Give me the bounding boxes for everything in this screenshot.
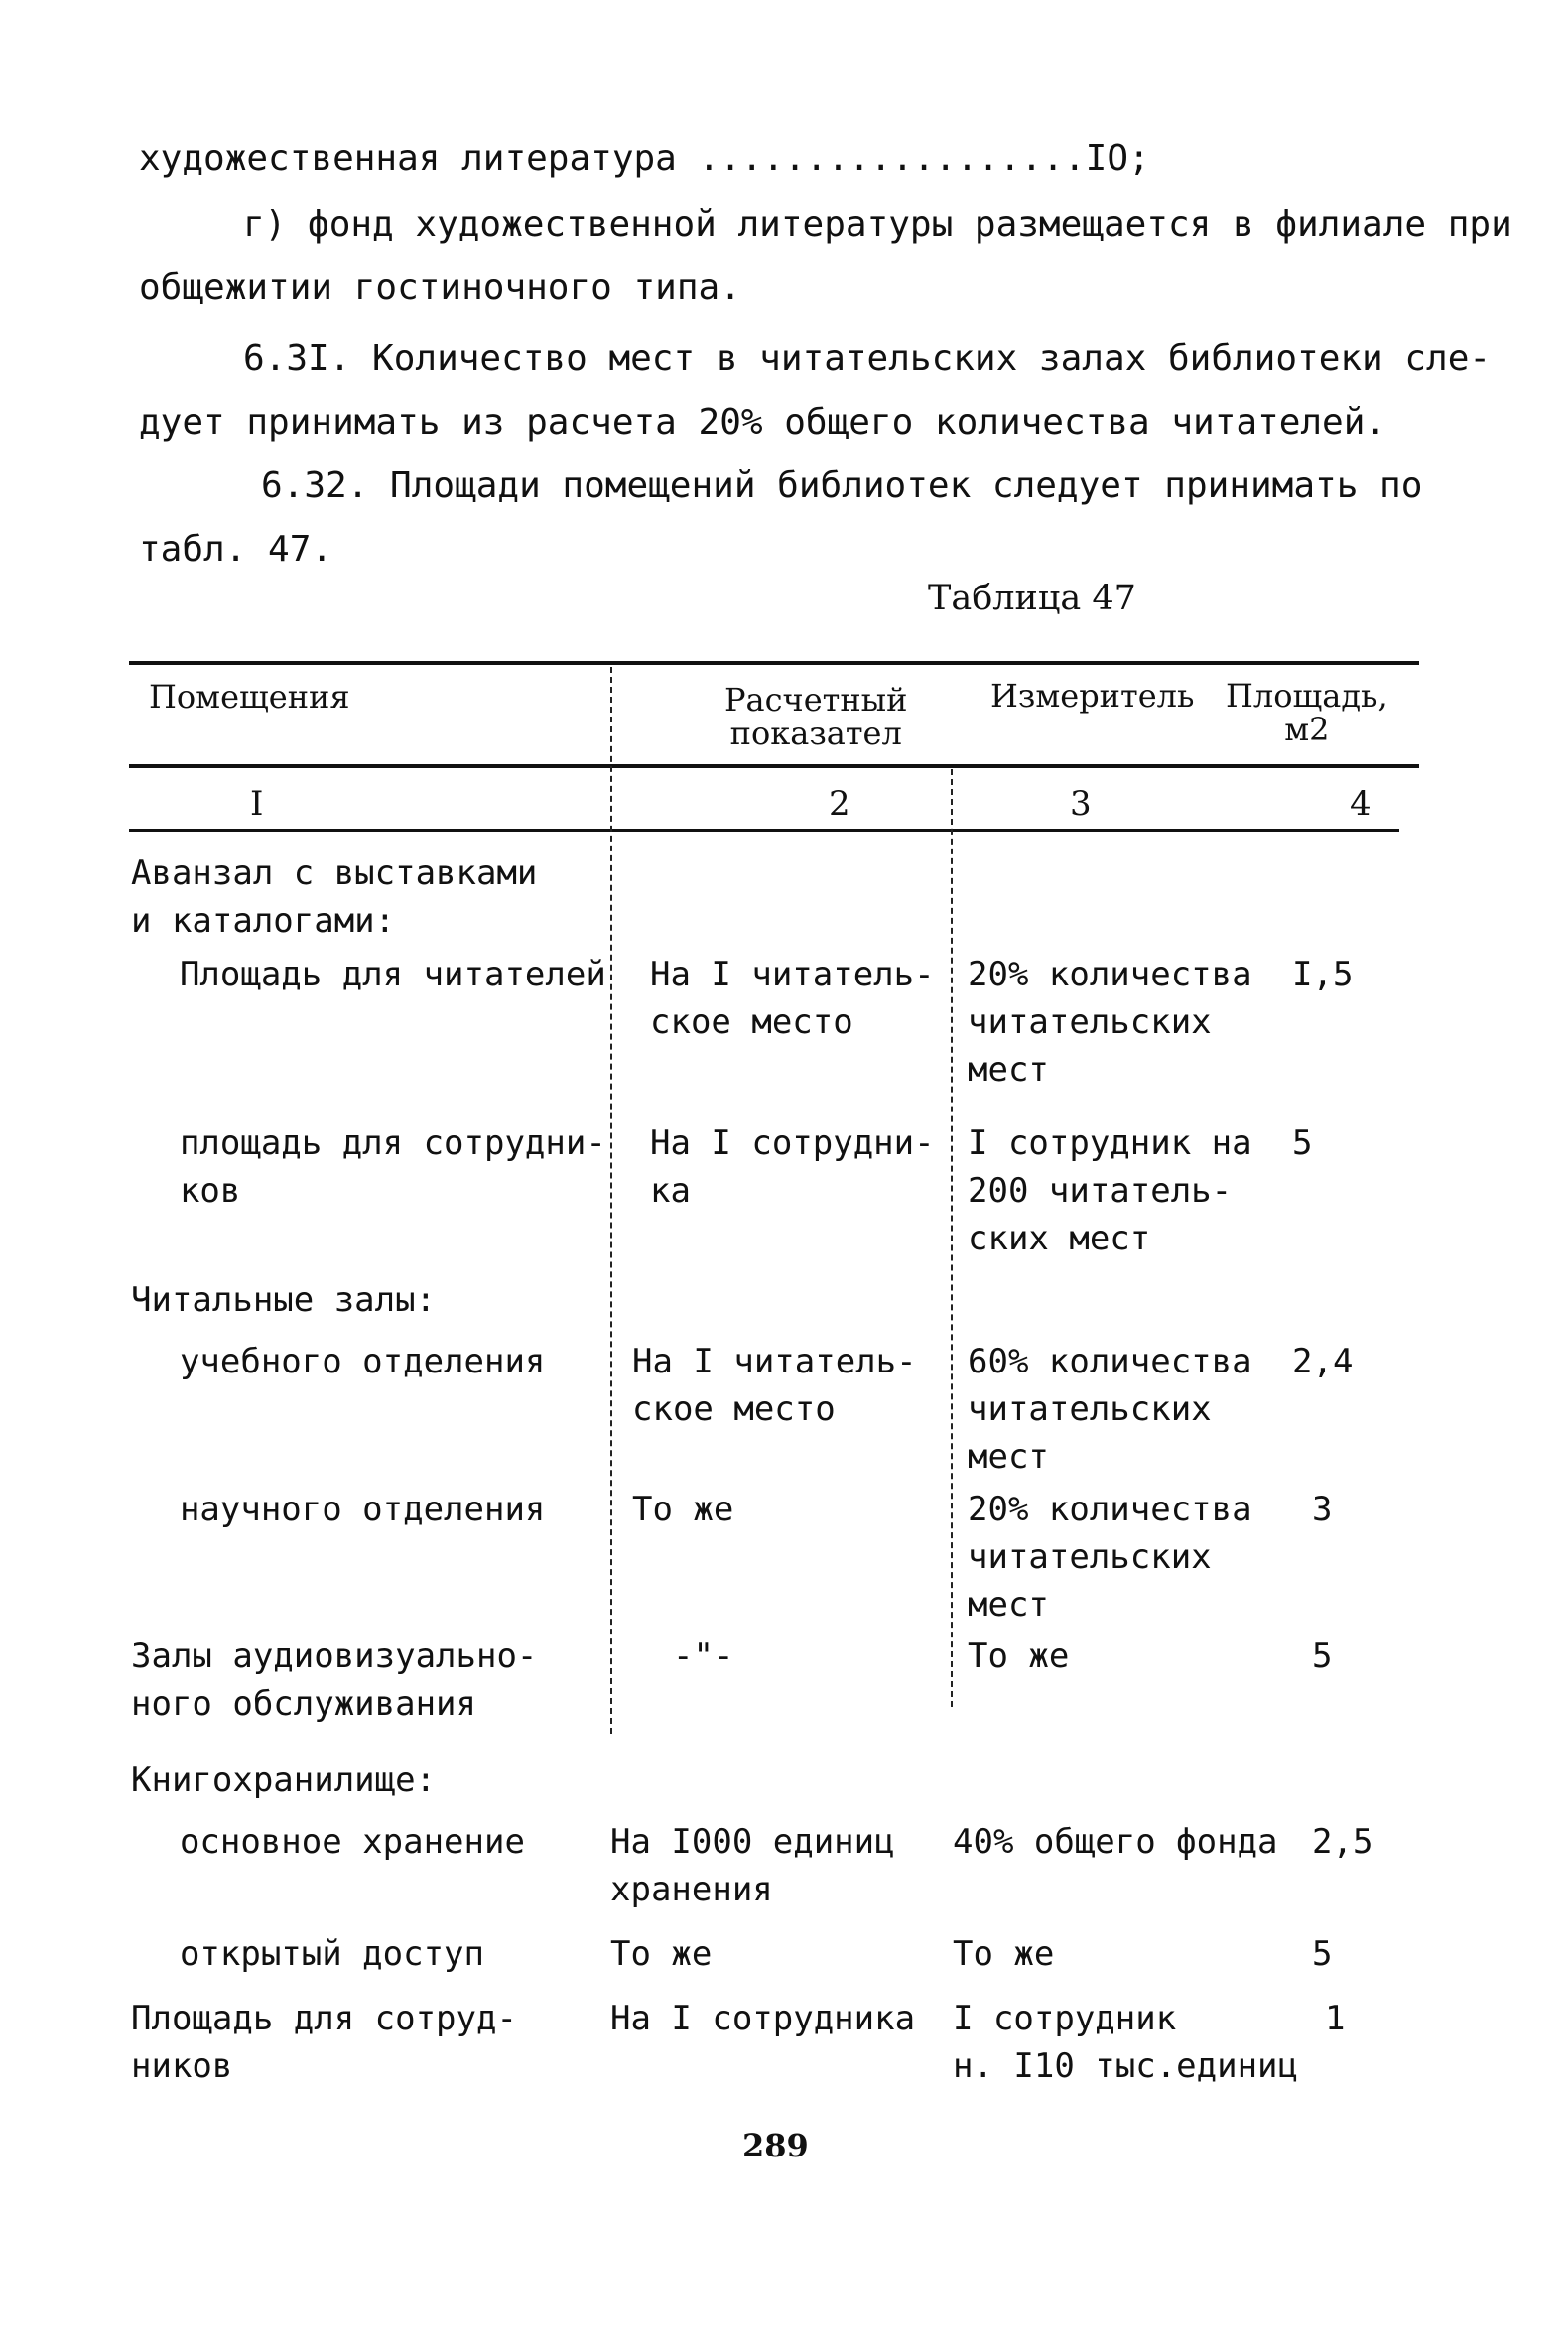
row-main-storage-value: 2,5 — [1312, 1822, 1373, 1862]
row-reader-area-indicator: На I читатель- ское место — [650, 955, 935, 1042]
colnum-4: 4 — [1350, 784, 1372, 824]
column-divider-2 — [951, 769, 953, 1707]
row-anteroom-label: Аванзал с выставками и каталогами: — [131, 853, 538, 941]
header-rooms: Помещения — [149, 678, 350, 716]
row-storage-staff-value: 1 — [1325, 1999, 1346, 2038]
row-storage-staff-label: Площадь для сотруд- ников — [131, 1999, 517, 2086]
row-storage-staff-measure: I сотрудник н. I10 тыс.единиц — [953, 1999, 1298, 2086]
row-av-halls-measure: То же — [968, 1636, 1070, 1676]
row-open-access-measure: То же — [953, 1934, 1055, 1974]
colnum-bottom-rule — [129, 829, 1399, 832]
row-science-dept-label: научного отделения — [139, 1490, 546, 1529]
row-study-dept-label: учебного отделения — [139, 1342, 546, 1381]
header-bottom-rule — [129, 764, 1419, 768]
row-storage-staff-indicator: На I сотрудника — [610, 1999, 916, 2038]
row-reader-area-measure: 20% количества читательских мест — [968, 955, 1252, 1090]
row-staff-area-measure: I сотрудник на 200 читатель- ских мест — [968, 1123, 1252, 1258]
row-reader-area-value: I,5 — [1292, 955, 1354, 994]
row-open-access-value: 5 — [1312, 1934, 1333, 1974]
row-science-dept-indicator: То же — [632, 1490, 734, 1529]
row-science-dept-value: 3 — [1312, 1490, 1333, 1529]
row-reading-halls-label: Читальные залы: — [131, 1280, 437, 1320]
row-study-dept-measure: 60% количества читательских мест — [968, 1342, 1252, 1477]
row-main-storage-measure: 40% общего фонда — [953, 1822, 1278, 1862]
colnum-3: 3 — [1070, 784, 1092, 824]
paragraph-line-1: художественная литература ..................IO; — [139, 138, 1150, 179]
column-divider-1 — [610, 667, 612, 1734]
row-book-storage-label: Книгохранилище: — [131, 1761, 437, 1800]
paragraph-line-2: г) фонд художественной литературы размещается в филиале при — [243, 204, 1512, 245]
colnum-1: I — [250, 784, 264, 824]
paragraph-line-5: дует принимать из расчета 20% общего количества читателей. — [139, 402, 1387, 443]
paragraph-line-7: табл. 47. — [139, 529, 333, 570]
row-staff-area-indicator: На I сотрудни- ка — [650, 1123, 935, 1211]
header-indicator: Расчетный показател — [724, 681, 908, 752]
table-caption: Таблица 47 — [928, 579, 1136, 618]
row-study-dept-indicator: На I читатель- ское место — [632, 1342, 917, 1429]
table-top-rule — [129, 661, 1419, 665]
paragraph-line-6: 6.32. Площади помещений библиотек следует принимать по — [261, 465, 1423, 506]
row-science-dept-measure: 20% количества читательских мест — [968, 1490, 1252, 1625]
row-main-storage-indicator: На I000 единиц хранения — [610, 1822, 895, 1909]
row-staff-area-value: 5 — [1292, 1123, 1313, 1163]
row-study-dept-value: 2,4 — [1292, 1342, 1354, 1381]
row-av-halls-value: 5 — [1312, 1636, 1333, 1676]
page-number: 289 — [742, 2127, 809, 2164]
paragraph-line-3: общежитии гостиночного типа. — [139, 267, 741, 308]
row-av-halls-label: Залы аудиовизуально- ного обслуживания — [131, 1636, 538, 1724]
row-av-halls-indicator: -"- — [673, 1636, 734, 1676]
paragraph-line-4: 6.3I. Количество мест в читательских залах библиотеки сле- — [243, 338, 1492, 379]
row-staff-area-label: площадь для сотрудни- ков — [179, 1123, 606, 1211]
colnum-2: 2 — [829, 784, 850, 824]
row-reader-area-label: Площадь для читателей — [139, 955, 606, 994]
row-open-access-indicator: То же — [610, 1934, 713, 1974]
row-main-storage-label: основное хранение — [139, 1822, 525, 1862]
header-area: Площадь, м2 — [1226, 677, 1388, 748]
header-measure: Измеритель — [990, 677, 1195, 715]
row-open-access-label: открытый доступ — [139, 1934, 484, 1974]
